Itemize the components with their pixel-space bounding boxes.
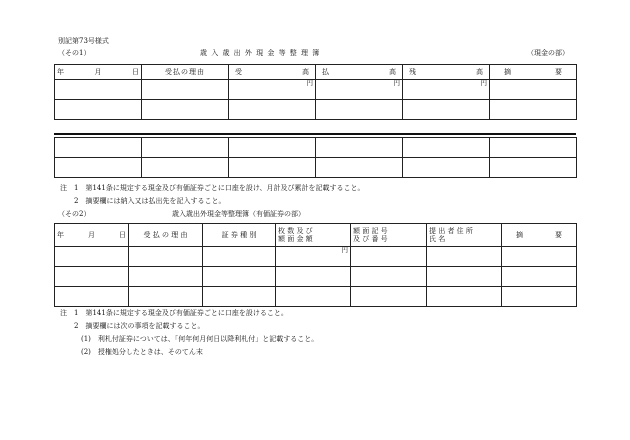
- header-type: 証 券 種 別: [203, 224, 276, 247]
- part1-note-2: 2 摘要欄には納入又は払出先を記入すること。: [60, 197, 226, 205]
- table-row: [55, 138, 577, 158]
- unit-balance: 円: [403, 80, 490, 100]
- section-separator: [54, 133, 576, 135]
- header-paid: 払 高: [316, 65, 403, 80]
- part2-note-3: (1) 利札付証券については、「何年何月何日以降利札付」と記載すること。: [60, 335, 319, 343]
- table-row: [55, 80, 577, 100]
- header-summary: 摘 要: [502, 224, 577, 247]
- header-summary: 摘 要: [490, 65, 577, 80]
- cash-ledger-table-continued: [54, 137, 577, 178]
- part1-right-label: （現金の部）: [527, 49, 569, 57]
- header-date: 年 月 日: [55, 224, 129, 247]
- part1-note-1: 注 1 第141条に規定する現金及び有価証券ごとに口座を設け、月計及び累計を記載すること。: [60, 184, 365, 192]
- part2-note-4: (2) 授権処分したときは、そのてん末: [60, 348, 203, 356]
- header-reason: 受払の理由: [142, 65, 229, 80]
- part2-note-1: 注 1 第141条に規定する現金及び有価証券ごとに口座を設けること。: [60, 309, 288, 317]
- table-row: [55, 158, 577, 178]
- table-header-row: [55, 65, 577, 80]
- header-date: 年 月 日: [55, 65, 142, 80]
- header-submitter: 提 出 者 住 所 氏 名: [427, 224, 502, 247]
- table-row: [55, 267, 577, 287]
- table-row: [55, 247, 577, 267]
- part1-label: （その1）: [58, 49, 91, 57]
- cash-ledger-table: [54, 64, 577, 120]
- header-received: 受 高: [229, 65, 316, 80]
- header-balance: 残 高: [403, 65, 490, 80]
- part1-title: 歳 入 歳 出 外 現 金 等 整 理 簿: [200, 49, 321, 57]
- header-number: 額 面 記 号 及 び 番 号: [351, 224, 427, 247]
- table-row: [55, 287, 577, 307]
- securities-ledger-table: [54, 223, 577, 307]
- unit-received: 円: [229, 80, 316, 100]
- form-number: 別記第73号様式: [58, 37, 109, 45]
- unit-count: 円: [276, 247, 351, 267]
- part2-label: （その2）: [58, 210, 91, 218]
- table-header-row: [55, 224, 577, 247]
- unit-paid: 円: [316, 80, 403, 100]
- part2-note-2: 2 摘要欄には次の事項を記載すること。: [60, 322, 205, 330]
- part2-title: 歳入歳出外現金等整理簿（有価証券の部）: [172, 210, 305, 218]
- header-reason: 受 払 の 理 由: [129, 224, 203, 247]
- table-row: [55, 100, 577, 120]
- header-count: 枚 数 及 び 額 面 金 額: [276, 224, 351, 247]
